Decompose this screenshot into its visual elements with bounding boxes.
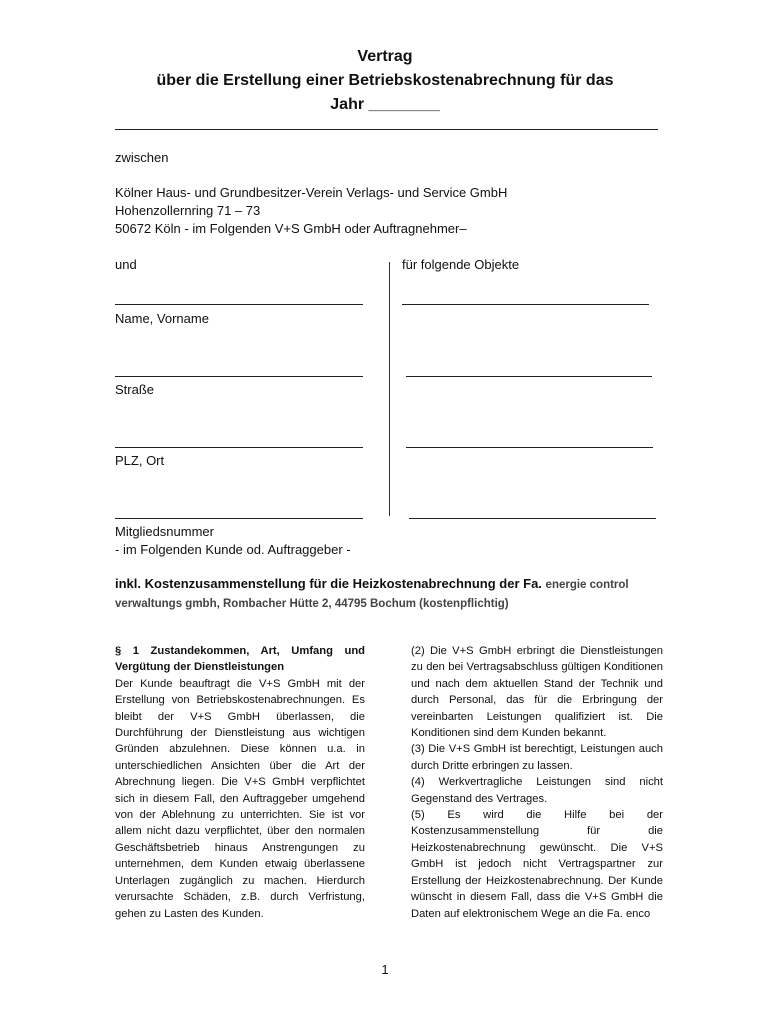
between-label: zwischen: [115, 150, 169, 165]
object-line-2: [406, 376, 652, 377]
name-field-label: Name, Vorname: [115, 311, 209, 326]
section1-right-column: [411, 643, 663, 922]
section1-paragraph3: (3) Die V+S GmbH ist berechtigt, Leistungen auch durch Dritte erbringen zu lassen.: [411, 743, 663, 772]
section1-paragraph4: (4) Werkvertragliche Leistungen sind nicht Gegenstand des Vertrages.: [411, 776, 663, 805]
member-field-label: Mitgliedsnummer: [115, 524, 214, 539]
page-number: 1: [381, 962, 389, 977]
section1-paragraph5: (5) Es wird die Hilfe bei der Kostenzusammenstellung für die Heizkostenabrechnung gewünscht. Die V+S GmbH ist jedoch nicht Vertragspartner zur Erstellung der Heizkostenabrechnung. Der Kunde wünscht in diesem Fall, dass die V+S GmbH die Daten auf elektronischem Wege an die Fa. enco: [411, 809, 663, 920]
section1-paragraph1: Der Kunde beauftragt die V+S GmbH mit der Erstellung von Betriebskostenabrechnungen. Es bleibt der V+S GmbH überlassen, die Durchführung der Dienstleistung aus wichtigen Gründen abzulehnen. Diese können u.a. in unterschiedlichen Ansichten über die Art der Abrechnung liegen. Die V+S GmbH verpflichtet sich in diesem Fall, den Auftraggeber umgehend von der Ablehnung zu unterrichten. Sie ist vor allem nicht dazu verpflichtet, über den normalen Geschäftsbetrieb hinaus Anstrengungen zu unternehmen, dem Kunden etwaig überlassene Unterlagen zugänglich zu machen. Hierdurch verursachte Schäden, z.B. durch Verfristung, gehen zu Lasten des Kunden.: [115, 677, 365, 920]
objects-label: für folgende Objekte: [402, 257, 520, 272]
street-field-label: Straße: [115, 382, 155, 397]
member-field-line: [115, 518, 363, 519]
section1-paragraph2: (2) Die V+S GmbH erbringt die Dienstleistungen zu den bei Vertragsabschluss gültigen Konditionen und nach dem aktuellen Stand der Technik und durch Personal, das für die Erbringung der vereinbarten Leistungen qualifiziert ist. Die Konditionen sind dem Kunden bekannt.: [411, 645, 663, 740]
and-label: und: [115, 257, 137, 272]
document-title-line3: Jahr ________: [330, 96, 440, 113]
title-divider: [115, 129, 658, 130]
inclusion-lead: inkl. Kostenzusammenstellung für die Heizkostenabrechnung der Fa.: [115, 576, 542, 591]
section1-heading: § 1 Zustandekommen, Art, Umfang und Vergütung der Dienstleistungen: [115, 645, 365, 674]
company-city: 50672 Köln - im Folgenden V+S GmbH oder Auftragnehmer–: [115, 221, 467, 236]
object-line-4: [409, 518, 656, 519]
name-field-line: [115, 304, 363, 305]
company-street: Hohenzollernring 71 – 73: [115, 203, 261, 218]
customer-note: - im Folgenden Kunde od. Auftraggeber -: [115, 542, 351, 557]
document-title-line2: über die Erstellung einer Betriebskostenabrechnung für das: [156, 72, 614, 89]
inclusion-note: [115, 575, 660, 613]
inclusion-firm-part1: energie control: [545, 579, 629, 591]
document-title-line1: Vertrag: [357, 48, 413, 65]
object-line-1: [402, 304, 649, 305]
column-divider: [389, 262, 390, 516]
street-field-line: [115, 376, 363, 377]
city-field-line: [115, 447, 363, 448]
object-line-3: [406, 447, 653, 448]
section1-left-column: [115, 643, 365, 922]
inclusion-firm-part2: verwaltungs gmbh, Rombacher Hütte 2, 44795 Bochum (kostenpflichtig): [115, 598, 509, 610]
city-field-label: PLZ, Ort: [115, 453, 165, 468]
company-name: Kölner Haus- und Grundbesitzer-Verein Verlags- und Service GmbH: [115, 185, 508, 200]
